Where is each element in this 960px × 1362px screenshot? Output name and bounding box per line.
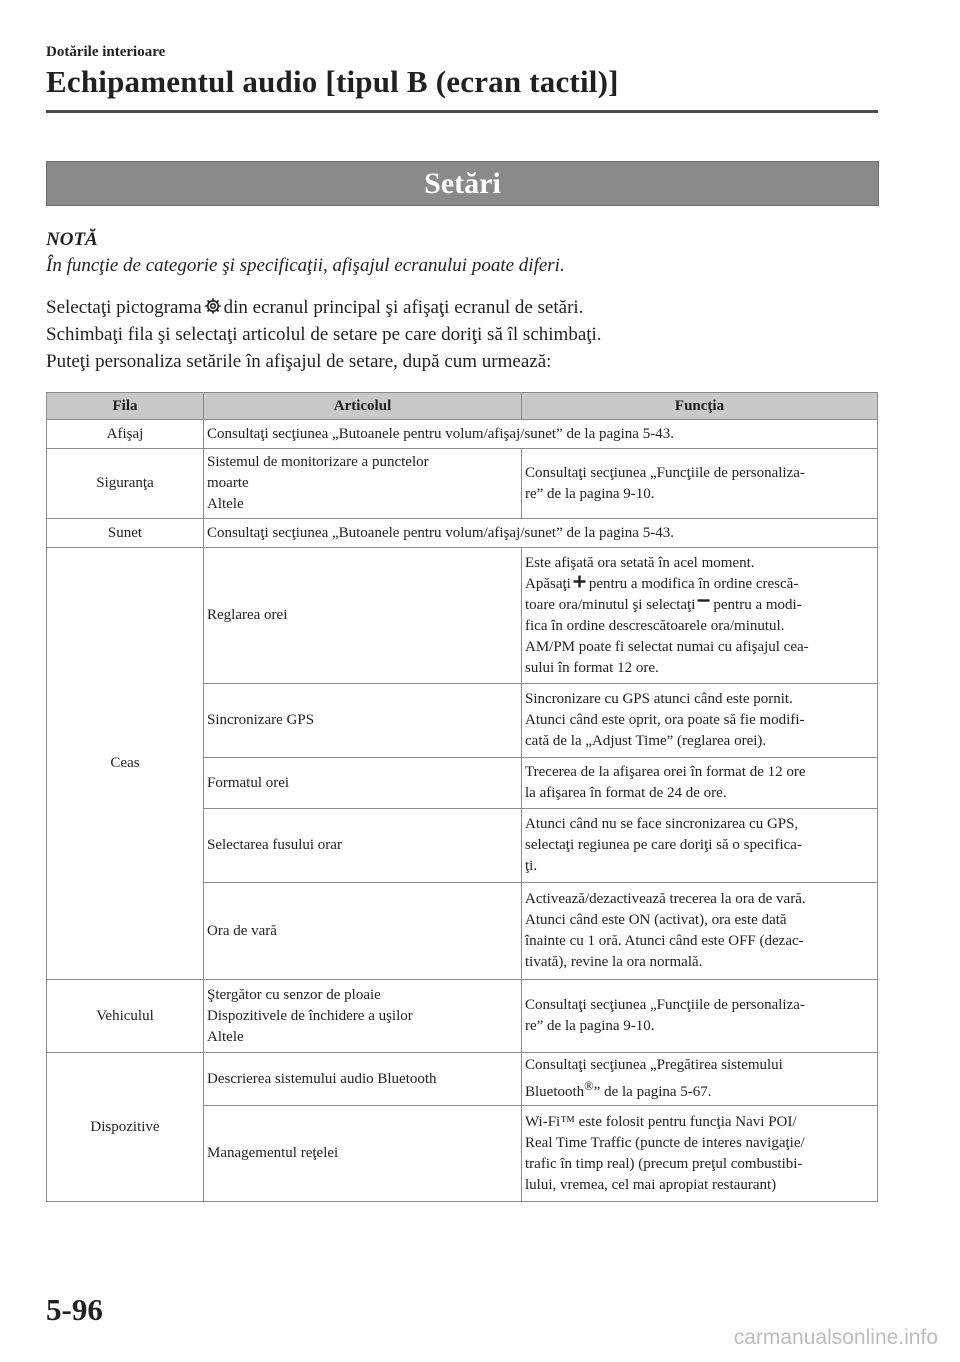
watermark-link[interactable]: carmanualsonline.info — [733, 1326, 938, 1349]
function-cell: Atunci când nu se face sincronizarea cu GPS, selectaţi regiunea pe care doriţi să o specifica- ţi. — [522, 809, 878, 883]
title-divider — [46, 110, 878, 113]
tab-cell: Afişaj — [47, 420, 204, 449]
intro-line-2: Schimbaţi fila şi selectaţi articolul de setare pe care doriţi să îl schimbaţi. — [46, 324, 602, 345]
table-header-row — [47, 393, 878, 420]
section-banner: Setări — [46, 161, 879, 206]
function-text: pentru a modi- — [713, 596, 802, 613]
tab-cell: Ceas — [47, 548, 204, 980]
tab-cell: Siguranţa — [47, 449, 204, 519]
item-cell: Descrierea sistemului audio Bluetooth — [204, 1053, 522, 1106]
table-row — [47, 980, 878, 1053]
table-row — [47, 449, 878, 519]
section-label: Dotările interioare — [46, 44, 166, 60]
plus-icon — [573, 574, 586, 595]
tab-cell: Vehiculul — [47, 980, 204, 1053]
intro-line-3: Puteţi personaliza setările în afişajul de setare, după cum urmează: — [46, 351, 552, 372]
function-line: Consultaţi secţiunea „Pregătirea sistemului — [525, 1057, 783, 1073]
page-title: Echipamentul audio [tipul B (ecran tactil)] — [46, 64, 619, 99]
function-cell: Sincronizare cu GPS atunci când este pornit. Atunci când este oprit, ora poate să fie modifi- cată de la „Adjust Time” (reglarea orei). — [522, 684, 878, 758]
function-line: fica în ordine descrescătoarele ora/minutul. — [525, 617, 785, 634]
function-text: toare ora/minutul şi selectaţi — [525, 596, 696, 613]
page-number: 5-96 — [46, 1292, 103, 1327]
function-line — [525, 1076, 874, 1103]
function-cell: Consultaţi secţiunea „Funcţiile de personaliza- re” de la pagina 9-10. — [522, 980, 878, 1053]
header-articolul: Articolul — [204, 393, 522, 420]
item-cell: Reglarea orei — [204, 548, 522, 684]
item-cell: Ştergător cu senzor de ploaie Dispozitivele de închidere a uşilor Altele — [204, 980, 522, 1053]
intro-line-1 — [46, 297, 583, 321]
function-text: Bluetooth — [525, 1084, 585, 1100]
function-cell: Consultaţi secţiunea „Butoanele pentru volum/afişaj/sunet” de la pagina 5-43. — [204, 420, 878, 449]
table-row — [47, 548, 878, 684]
function-cell: Consultaţi secţiunea „Butoanele pentru volum/afişaj/sunet” de la pagina 5-43. — [204, 519, 878, 548]
function-line — [525, 595, 874, 616]
function-text: ” de la pagina 5-67. — [593, 1084, 712, 1100]
function-cell: Activează/dezactivează trecerea la ora de vară. Atunci când este ON (activat), ora este dată înainte cu 1 oră. Atunci când este OFF (dezac- tivată), revine la ora normală. — [522, 883, 878, 980]
function-line — [525, 574, 874, 595]
item-cell: Ora de vară — [204, 883, 522, 980]
minus-icon — [697, 595, 710, 616]
header-fila: Fila — [47, 393, 204, 420]
function-cell — [522, 1053, 878, 1106]
intro-line-1-end: din ecranul principal şi afişaţi ecranul de setări. — [223, 297, 584, 318]
intro-line-1-start: Selectaţi pictograma — [46, 297, 202, 318]
function-line: Este afişată ora setată în acel moment. — [525, 554, 755, 571]
item-cell: Formatul orei — [204, 758, 522, 809]
note-label: NOTĂ — [46, 229, 98, 250]
function-cell — [522, 548, 878, 684]
item-cell: Managementul reţelei — [204, 1106, 522, 1202]
function-line: AM/PM poate fi selectat numai cu afişajul cea- — [525, 638, 809, 655]
item-cell: Selectarea fusului orar — [204, 809, 522, 883]
item-cell: Sincronizare GPS — [204, 684, 522, 758]
function-text: pentru a modifica în ordine crescă- — [588, 575, 799, 592]
table-row — [47, 420, 878, 449]
table-row — [47, 1053, 878, 1106]
function-cell: Consultaţi secţiunea „Funcţiile de personaliza- re” de la pagina 9-10. — [522, 449, 878, 519]
tab-cell: Dispozitive — [47, 1053, 204, 1202]
registered-mark: ® — [584, 1079, 594, 1093]
function-cell: Wi-Fi™ este folosit pentru funcţia Navi POI/ Real Time Traffic (puncte de interes navigaţie/ trafic în timp real) (precum preţul combustibi- lului, vremea, cel mai apropiat restaurant) — [522, 1106, 878, 1202]
tab-cell: Sunet — [47, 519, 204, 548]
header-functia: Funcţia — [522, 393, 878, 420]
table-row — [47, 519, 878, 548]
function-cell: Trecerea de la afişarea orei în format de 12 ore la afişarea în format de 24 de ore. — [522, 758, 878, 809]
gear-icon — [204, 297, 222, 321]
note-text: În funcţie de categorie şi specificaţii, afişajul ecranului poate diferi. — [46, 255, 565, 276]
settings-table — [46, 392, 878, 1202]
item-cell: Sistemul de monitorizare a punctelor moarte Altele — [204, 449, 522, 519]
function-line: sului în format 12 ore. — [525, 659, 659, 676]
function-text: Apăsaţi — [525, 575, 571, 592]
